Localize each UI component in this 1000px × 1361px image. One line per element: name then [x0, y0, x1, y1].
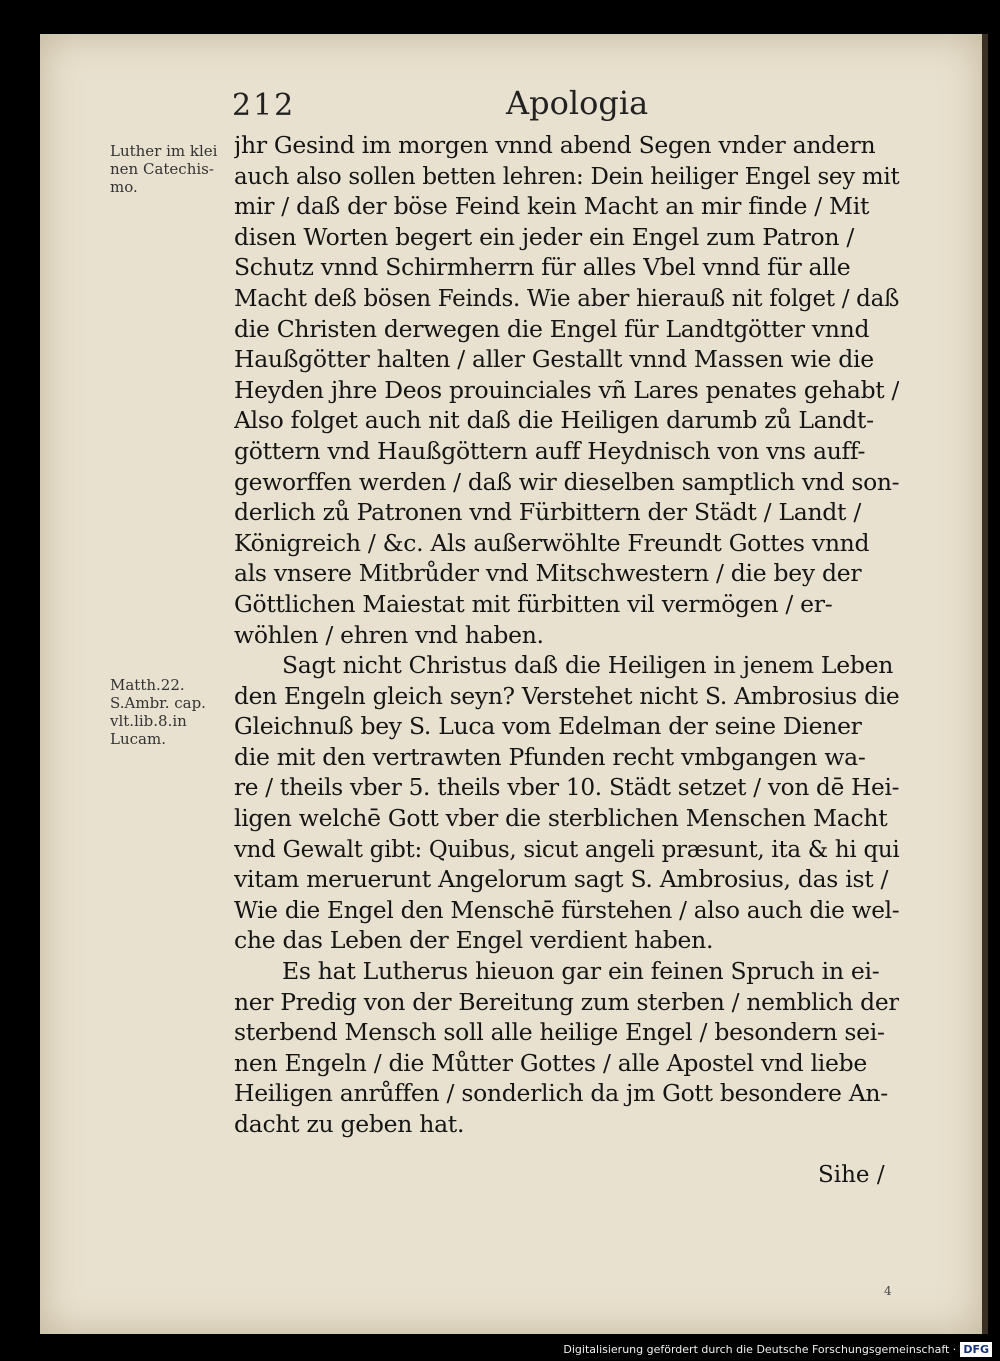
text-line: den Engeln gleich seyn? Verstehet nicht S. Ambrosius die: [234, 681, 900, 710]
text-line: Göttlichen Maiestat mit fürbitten vil vermögen / er-: [234, 589, 833, 618]
text-line: Sagt nicht Christus daß die Heiligen in jenem Leben: [282, 651, 894, 680]
margin-note-line: Lucam.: [110, 730, 166, 748]
text-line: vnd Gewalt gibt: Quibus, sicut angeli præsunt, ita & hi qui: [234, 834, 900, 863]
margin-note-line: nen Catechis-: [110, 160, 214, 178]
text-line: wöhlen / ehren vnd haben.: [234, 620, 544, 649]
margin-note-matthew: [110, 676, 228, 748]
text-line: Schutz vnnd Schirmherrn für alles Vbel vnnd für alle: [234, 253, 851, 282]
text-line: göttern vnd Haußgöttern auff Heydnisch von vns auff-: [234, 436, 866, 465]
text-line: als vnsere Mitbrůder vnd Mitschwestern / die bey der: [234, 559, 862, 588]
text-line: Heyden jhre Deos prouinciales vñ Lares penates gehabt /: [234, 375, 899, 404]
text-line: dacht zu geben hat.: [234, 1110, 465, 1138]
text-line: re / theils vber 5. theils vber 10. Städt setzet / von dē Hei-: [234, 773, 900, 802]
margin-note-line: mo.: [110, 178, 138, 196]
body-text: [234, 130, 899, 1140]
text-line: die mit den vertrawten Pfunden recht vmbgangen wa-: [234, 742, 866, 771]
credit-text: Digitalisierung gefördert durch die Deutsche Forschungsgemeinschaft ·: [563, 1343, 957, 1356]
text-line: Heiligen anrůffen / sonderlich da jm Gott besondere An-: [234, 1079, 888, 1108]
catchword: Sihe /: [818, 1162, 885, 1188]
signature-mark: 4: [884, 1284, 892, 1298]
text-line: che das Leben der Engel verdient haben.: [234, 926, 714, 955]
margin-note-luther: [110, 142, 228, 196]
text-line: mir / daß der böse Feind kein Macht an mir finde / Mit: [234, 192, 870, 221]
text-line: Also folget auch nit daß die Heiligen darumb zů Landt-: [234, 406, 874, 435]
text-line: geworffen werden / daß wir dieselben samptlich vnd son-: [234, 467, 900, 496]
text-line: nen Engeln / die Můtter Gottes / alle Apostel vnd liebe: [234, 1048, 867, 1077]
margin-note-line: S.Ambr. cap.: [110, 694, 206, 712]
text-line: Es hat Lutherus hieuon gar ein feinen Spruch in ei-: [282, 957, 880, 986]
page-number: 212: [232, 88, 296, 123]
margin-note-line: Luther im klei: [110, 142, 218, 160]
text-line: ner Predig von der Bereitung zum sterben / nemblich der: [234, 987, 899, 1016]
text-line: disen Worten begert ein jeder ein Engel zum Patron /: [234, 222, 854, 251]
text-line: Wie die Engel den Menschē fürstehen / also auch die wel-: [234, 895, 899, 924]
text-line: Haußgötter halten / aller Gestallt vnnd Massen wie die: [234, 345, 874, 374]
text-line: auch also sollen betten lehren: Dein heiliger Engel sey mit: [234, 161, 900, 190]
text-line: ligen welchē Gott vber die sterblichen Menschen Macht: [234, 804, 888, 833]
text-line: vitam meruerunt Angelorum sagt S. Ambrosius, das ist /: [234, 865, 889, 894]
text-line: Gleichnuß bey S. Luca vom Edelman der seine Diener: [234, 712, 862, 741]
text-line: Macht deß bösen Feinds. Wie aber hierauß nit folget / daß: [234, 283, 900, 312]
text-line: Königreich / &c. Als außerwöhlte Freundt Gottes vnnd: [234, 528, 870, 557]
text-line: die Christen derwegen die Engel für Landtgötter vnnd: [234, 314, 870, 343]
text-line: derlich zů Patronen vnd Fürbittern der Städt / Landt /: [234, 498, 861, 527]
text-line: jhr Gesind im morgen vnnd abend Segen vnder andern: [234, 131, 876, 159]
running-title: Apologia: [506, 84, 649, 122]
text-line: sterbend Mensch soll alle heilige Engel / besondern sei-: [234, 1018, 885, 1047]
digitization-credit: [563, 1342, 992, 1357]
margin-note-line: Matth.22.: [110, 676, 185, 694]
dfg-logo: DFG: [960, 1342, 992, 1357]
margin-note-line: vlt.lib.8.in: [110, 712, 187, 730]
